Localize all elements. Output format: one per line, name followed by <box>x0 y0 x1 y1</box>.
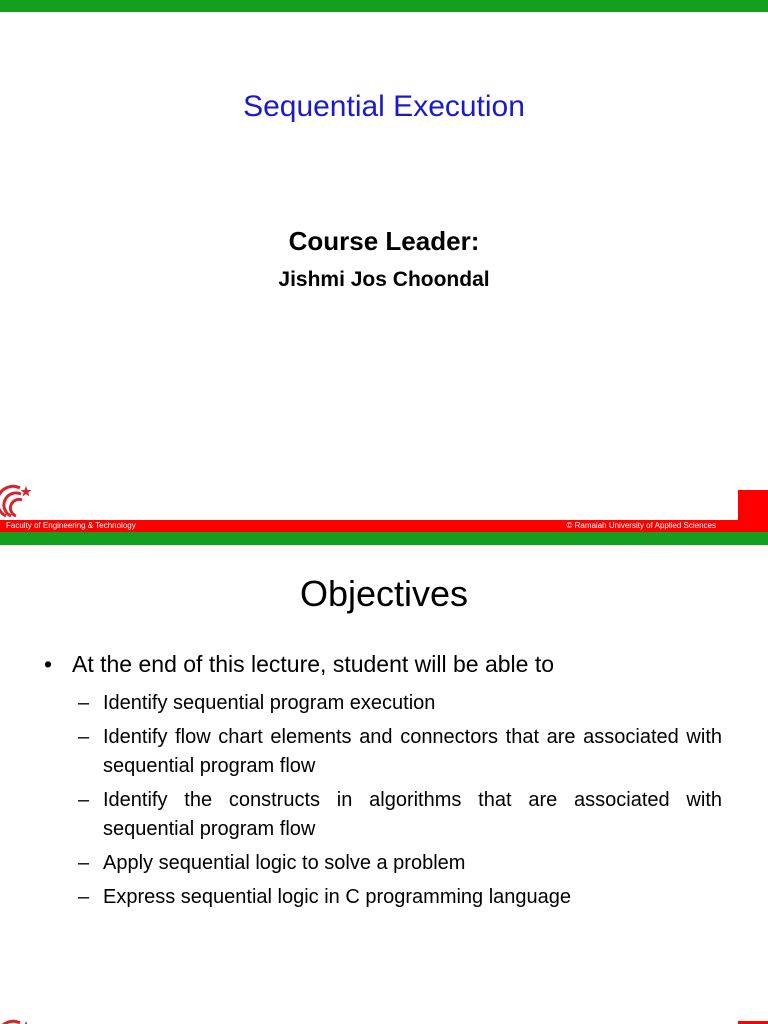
sub-point-list <box>78 689 722 917</box>
course-leader-label: Course Leader: <box>288 226 480 256</box>
dash-marker: – <box>78 789 90 811</box>
sub-point <box>78 786 722 844</box>
sub-point <box>78 723 722 781</box>
objectives-slide <box>0 545 768 1024</box>
corner-red-tab <box>738 490 768 520</box>
footer-faculty-text: Faculty of Engineering & Technology <box>6 521 136 530</box>
slide-title: Sequential Execution <box>243 90 525 123</box>
sub-point <box>78 689 722 718</box>
sub-point-text: Express sequential logic in C programming language <box>103 886 572 908</box>
slide-title: Objectives <box>299 573 469 614</box>
sub-point-text: Identify sequential program execution <box>103 692 436 714</box>
sub-point-text: Identify the constructs in algorithms that are associated with sequential program flow <box>103 789 722 840</box>
dash-marker: – <box>78 852 90 874</box>
course-leader-name: Jishmi Jos Choondal <box>278 268 490 291</box>
bullet-marker: • <box>44 651 53 677</box>
sub-point <box>78 883 722 912</box>
dash-marker: – <box>78 886 90 908</box>
dash-marker: – <box>78 726 90 748</box>
sub-point <box>78 849 722 878</box>
university-logo-icon <box>0 1015 34 1024</box>
dash-marker: – <box>78 692 90 714</box>
top-green-bar <box>0 0 768 12</box>
bottom-green-bar <box>0 532 768 545</box>
sub-point-text: Apply sequential logic to solve a problem <box>103 852 466 874</box>
sub-point-text: Identify flow chart elements and connectors that are associated with sequential program flow <box>103 726 722 777</box>
university-logo-icon <box>0 480 34 520</box>
bullet-text: At the end of this lecture, student will be able to <box>72 651 555 677</box>
footer-copyright-text: © Ramaiah University of Applied Sciences <box>566 521 716 530</box>
